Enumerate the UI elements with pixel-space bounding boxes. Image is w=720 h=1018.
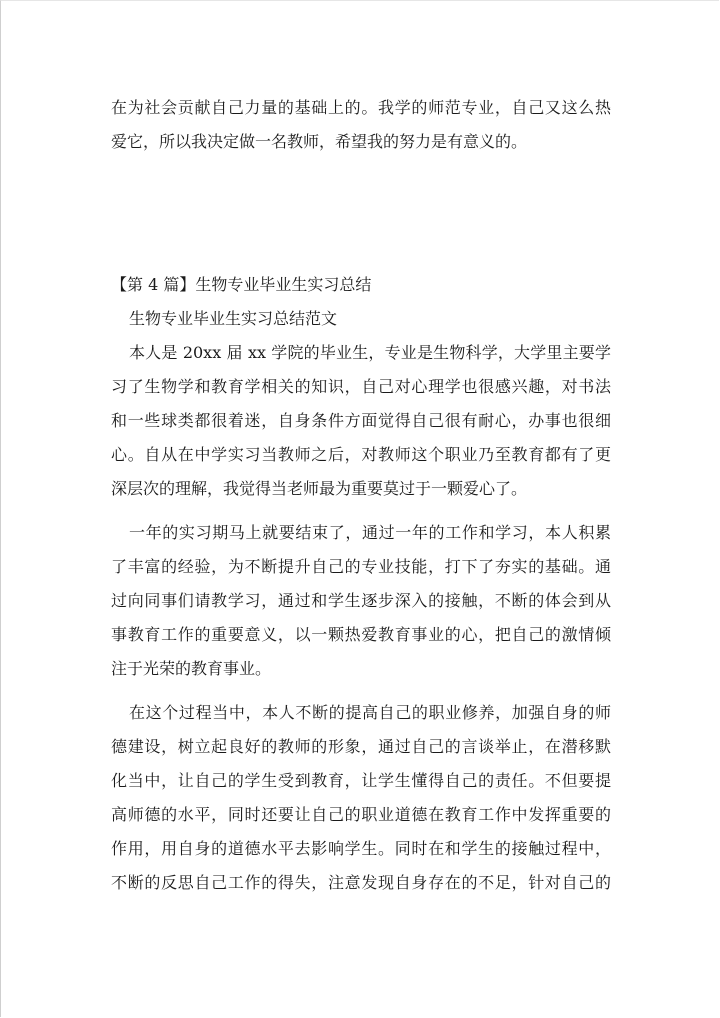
text-line: 德建设，树立起良好的教师的形象，通过自己的言谈举止，在潜移默: [111, 737, 611, 756]
intro-paragraph: [111, 91, 611, 159]
paragraph-2: [111, 516, 611, 686]
paragraph-1: [111, 336, 611, 506]
text-line: 在为社会贡献自己力量的基础上的。我学的师范专业，自己又这么热: [111, 98, 611, 117]
text-line: 爱它，所以我决定做一名教师，希望我的努力是有意义的。: [111, 132, 528, 151]
paragraph-3: [111, 696, 611, 900]
text-line: 注于光荣的教育事业。: [111, 659, 272, 678]
text-line: 和一些球类都很着迷，自身条件方面觉得自己很有耐心，办事也很细: [111, 411, 611, 430]
section-heading: 【第 4 篇】生物专业毕业生实习总结: [111, 275, 372, 294]
text-line: 在这个过程当中，本人不断的提高自己的职业修养，加强自身的师: [129, 703, 611, 722]
document-body: [111, 91, 611, 900]
text-line: 了丰富的经验，为不断提升自己的专业技能，打下了夯实的基础。通: [111, 557, 611, 576]
text-line: 作用，用自身的道德水平去影响学生。同时在和学生的接触过程中，: [111, 839, 611, 858]
text-line: 本人是 20xx 届 xx 学院的毕业生，专业是生物科学，大学里主要学: [129, 343, 611, 362]
text-line: 过向同事们请教学习，通过和学生逐步深入的接触，不断的体会到从: [111, 591, 611, 610]
text-line: 事教育工作的重要意义，以一颗热爱教育事业的心，把自己的激情倾: [111, 625, 611, 644]
section-subtitle: 生物专业毕业生实习总结范文: [129, 309, 338, 328]
text-line: 化当中，让自己的学生受到教育，让学生懂得自己的责任。不但要提: [111, 771, 611, 790]
text-line: 不断的反思自己工作的得失，注意发现自身存在的不足，针对自己的: [111, 873, 611, 892]
text-line: 心。自从在中学实习当教师之后，对教师这个职业乃至教育都有了更: [111, 445, 611, 464]
text-line: 高师德的水平，同时还要让自己的职业道德在教育工作中发挥重要的: [111, 805, 611, 824]
text-line: 习了生物学和教育学相关的知识，自己对心理学也很感兴趣，对书法: [111, 377, 611, 396]
text-line: 深层次的理解，我觉得当老师最为重要莫过于一颗爱心了。: [111, 479, 528, 498]
text-line: 一年的实习期马上就要结束了，通过一年的工作和学习，本人积累: [129, 523, 611, 542]
